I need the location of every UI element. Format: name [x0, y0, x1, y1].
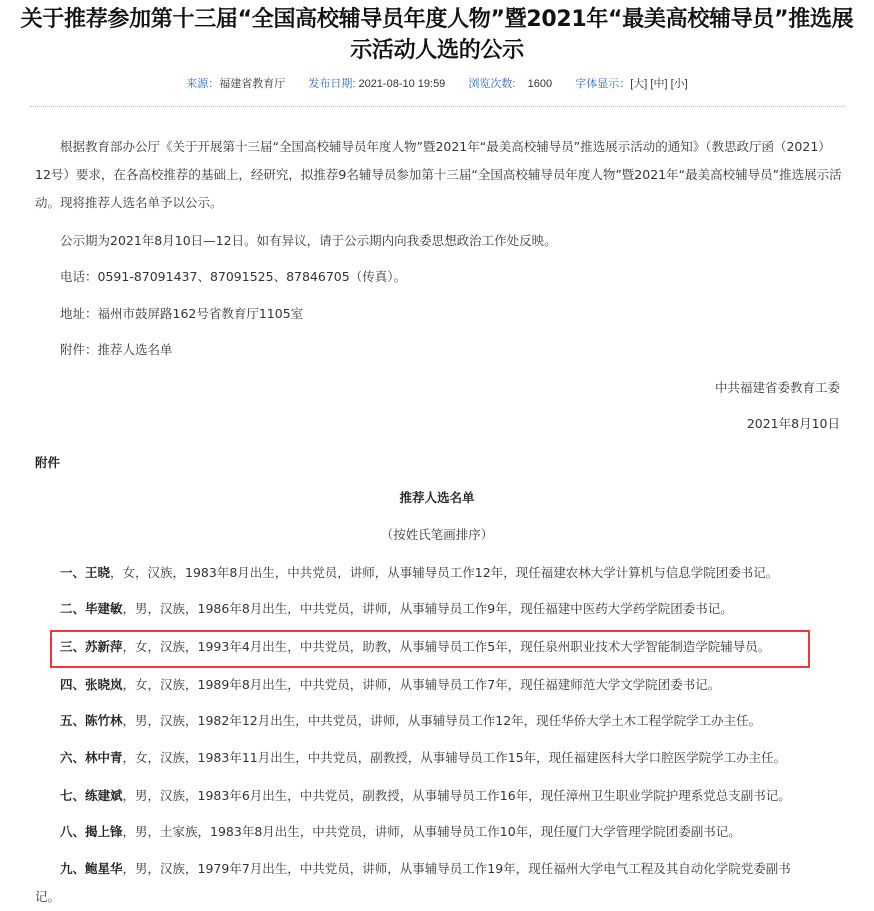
item-name: 林中青 [85, 750, 123, 765]
item-detail: ，女，汉族，1983年8月出生，中共党员，讲师，从事辅导员工作12年，现任福建农林大学计算机与信息学院团委书记。 [110, 565, 779, 580]
item-name: 鲍星华 [85, 861, 123, 876]
item-number: 一、 [60, 565, 86, 580]
item-number: 八、 [60, 824, 86, 839]
item-number: 六、 [60, 750, 86, 765]
paragraph-period: 公示期为2021年8月10日—12日。如有异议，请于公示期内向我委思想政治工作处反映。 [60, 233, 557, 248]
sign-date: 2021年8月10日 [746, 416, 840, 431]
list-subtitle: （按姓氏笔画排序） [380, 527, 494, 542]
source-value: 福建省教育厅 [219, 78, 286, 90]
item-name: 练建斌 [85, 788, 123, 803]
item-name: 苏新萍 [85, 639, 123, 654]
item-name: 张晓岚 [85, 677, 123, 692]
list-item [60, 744, 844, 772]
date-label: 发布日期: [308, 78, 356, 90]
article-title: 关于推荐参加第十三届“全国高校辅导员年度人物”暨2021年“最美高校辅导员”推选展示活动人选的公示 [20, 7, 854, 63]
list-item-continuation: 记。 [35, 889, 61, 904]
list-item [60, 707, 844, 735]
item-number: 七、 [60, 788, 86, 803]
date-value: 2021-08-10 19:59 [358, 78, 446, 90]
font-medium-button[interactable]: [中] [650, 78, 668, 90]
item-number: 九、 [60, 861, 86, 876]
item-detail: ，女，汉族，1993年4月出生，中共党员，助教，从事辅导员工作5年，现任泉州职业技术大学智能制造学院辅导员。 [122, 639, 771, 654]
item-detail: ，男，土家族，1983年8月出生，中共党员，讲师，从事辅导员工作10年，现任厦门大学管理学院团委副书记。 [122, 824, 741, 839]
item-detail: ，女，汉族，1983年11月出生，中共党员，副教授，从事辅导员工作15年，现任福建医科大学口腔医学院学工办主任。 [122, 750, 787, 765]
list-item [60, 782, 844, 810]
paragraph-address: 地址：福州市鼓屏路162号省教育厅1105室 [60, 306, 304, 321]
item-number: 二、 [60, 601, 86, 616]
divider [30, 106, 844, 107]
item-detail: ，男，汉族，1983年6月出生，中共党员，副教授，从事辅导员工作16年，现任漳州卫生职业学院护理系党总支副书记。 [122, 788, 791, 803]
attachment-heading: 附件 [35, 455, 61, 470]
item-name: 毕建敏 [85, 601, 123, 616]
list-title: 推荐人选名单 [399, 490, 475, 505]
list-item [60, 671, 844, 699]
list-item [60, 559, 844, 587]
paragraph-attachment [35, 336, 844, 364]
paragraph-intro: 根据教育部办公厅《关于开展第十三届“全国高校辅导员年度人物”暨2021年“最美高校辅导员”推选展示活动的通知》（教思政厅函（2021）12号）要求，在各高校推荐的基础上，经研究，拟推荐9名辅导员参加第十三届“全国高校辅导员年度人物”暨2021年“最美高校辅导员”推选展示活动。现将推荐人选名单予以公示。 [35, 139, 842, 210]
item-detail: ，女，汉族，1989年8月出生，中共党员，讲师，从事辅导员工作7年，现任福建师范大学文学院团委书记。 [122, 677, 721, 692]
list-item [60, 855, 844, 883]
attachment-link[interactable]: 推荐人选名单 [97, 342, 173, 357]
attachment-label: 附件： [60, 342, 98, 357]
views-label: 浏览次数: [468, 78, 516, 90]
font-small-button[interactable]: [小] [670, 78, 688, 90]
item-number: 三、 [60, 639, 86, 654]
font-size-label: 字体显示： [575, 78, 631, 90]
item-number: 五、 [60, 713, 86, 728]
signer: 中共福建省委教育工委 [714, 380, 840, 395]
item-name: 陈竹林 [85, 713, 123, 728]
article-meta [0, 75, 874, 91]
list-item [60, 818, 844, 846]
paragraph-phone: 电话：0591-87091437、87091525、87846705（传真）。 [60, 269, 406, 284]
list-item [60, 595, 844, 623]
item-detail: ，男，汉族，1982年12月出生，中共党员，讲师，从事辅导员工作12年，现任华侨大学土木工程学院学工办主任。 [122, 713, 762, 728]
source-label: 来源： [186, 78, 220, 90]
item-detail: ，男，汉族，1979年7月出生，中共党员，讲师，从事辅导员工作19年，现任福州大学电气工程及其自动化学院党委副书 [122, 861, 791, 876]
item-name: 揭上锋 [85, 824, 123, 839]
highlight-box [50, 630, 810, 668]
item-number: 四、 [60, 677, 86, 692]
views-value: 1600 [527, 78, 553, 90]
item-name: 王晓 [85, 565, 111, 580]
font-large-button[interactable]: [大] [630, 78, 648, 90]
item-detail: ，男，汉族，1986年8月出生，中共党员，讲师，从事辅导员工作9年，现任福建中医药大学药学院团委书记。 [122, 601, 733, 616]
